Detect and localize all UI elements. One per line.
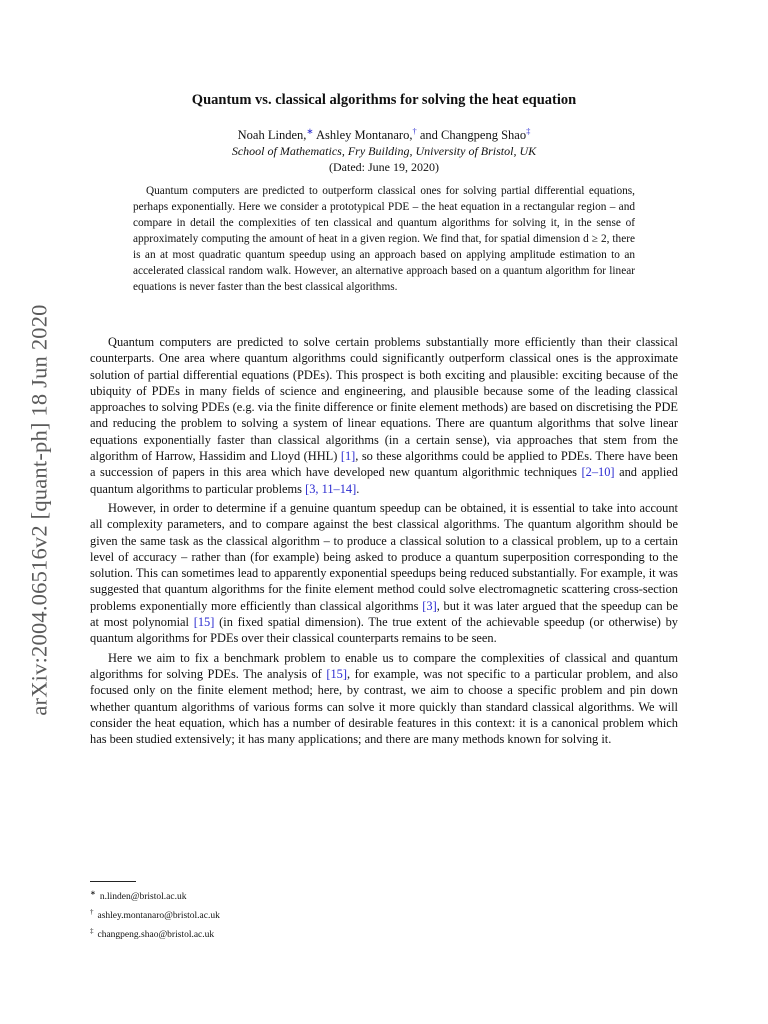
paragraph-text: (in fixed spatial dimension). The true extent of the achievable speedup (or otherwise) by quantum algorithms for PDEs over their classical counterparts remains to be seen. [90, 615, 679, 646]
footnote-email-link[interactable]: ashley.montanaro@bristol.ac.uk [97, 911, 220, 922]
paragraph-text: . [356, 481, 360, 496]
paper-title: Quantum vs. classical algorithms for solving the heat equation [191, 92, 577, 108]
citation-link[interactable]: [15] [326, 666, 347, 681]
body-paragraph [90, 500, 678, 647]
citation-link[interactable]: [1] [340, 449, 356, 464]
paragraph-text: Quantum computers are predicted to solve certain problems substantially more efficiently than their classical counterparts. One area where quantum algorithms could significantly outperform classical ones is the approximate solution of partial differential equations (PDEs). This prospect is both exciting and plausible: exciting because of the ubiquity of PDEs in many fields of science and engineering, and plausible because some of the leading classical approaches to solving PDEs (e.g. via the finite difference or finite element methods) are based on discretising the PDE and reducing the problem to solving a system of linear equations. There are quantum algorithms that solve linear equations exponentially faster than classical algorithms (in a certain sense), via approaches that stem from the algorithm of Harrow, Hassidim and Lloyd (HHL) [90, 335, 678, 464]
paragraph-text: , but it was later argued that the speedup can be at most polynomial [90, 598, 678, 630]
footnote-mark: † [90, 908, 94, 917]
footnote-item [90, 905, 220, 924]
footnote-divider [90, 881, 136, 882]
author-footnote-mark[interactable]: † [412, 126, 417, 136]
paragraph-text: However, in order to determine if a genuine quantum speedup can be obtained, it is essential to take into account all complexity parameters, and to compare against the best classical algorithms. The quantum algorithm should be given the same task as the classical algorithm – to produce a classical solution to a classical problem, up to a certain level of accuracy – rather than (for example) being asked to produce a quantum superposition corresponding to the solution. This can sometimes lead to apparently exponential speedups being reduced substantially. For example, it was suggested that quantum algorithms for the finite element method could solve electromagnetic scattering cross-section problems exponentially more efficiently than classical algorithms [90, 500, 678, 613]
arxiv-identifier-stamp [14, 270, 66, 750]
footnote-email-link[interactable]: changpeng.shao@bristol.ac.uk [97, 930, 215, 941]
paragraph-text: and applied quantum algorithms to particular problems [90, 465, 678, 496]
body-paragraph [90, 334, 678, 497]
author-name: Ashley Montanaro, [315, 128, 413, 143]
paragraph-text: , so these algorithms could be applied to PDEs. There have been a succession of papers in this area which have developed new quantum algorithmic techniques [90, 449, 678, 480]
arxiv-id-text: arXiv:2004.06516v2 [quant-ph] 18 Jun 2020 [27, 304, 52, 716]
date-line: (Dated: June 19, 2020) [329, 160, 439, 174]
footnote-email-link[interactable]: n.linden@bristol.ac.uk [99, 892, 187, 903]
citation-link[interactable]: [3] [422, 598, 437, 613]
body-paragraph [90, 650, 678, 748]
affiliation: School of Mathematics, Fry Building, University of Bristol, UK [231, 144, 537, 158]
main-text [90, 334, 678, 750]
footnote-item [90, 924, 220, 943]
citation-link[interactable]: [2–10] [581, 465, 615, 480]
paragraph-text: , for example, was not specific to a particular problem, and also focused only on the finite element method; here, by contrast, we aim to choose a specific problem and pin down whether quantum algorithms of various forms can solve it more quickly than standard classical algorithms. We will consider the heat equation, which has a number of desirable features in this context: it is a canonical problem which has been studied extensively; it has many applications; and there are many methods known for solving it. [90, 666, 678, 747]
footnote-item [90, 886, 220, 905]
footnote-mark: ∗ [90, 889, 96, 897]
author-footnote-mark[interactable]: ‡ [526, 126, 531, 136]
citation-link[interactable]: [15] [193, 615, 215, 630]
author-name: and Changpeng Shao [419, 128, 527, 143]
paragraph-text: Here we aim to fix a benchmark problem to enable us to compare the complexities of classical and quantum algorithms for solving PDEs. The analysis of [90, 650, 678, 681]
citation-link[interactable]: [3, 11–14] [305, 481, 357, 496]
abstract: Quantum computers are predicted to outperform classical ones for solving partial differential equations, perhaps exponentially. Here we consider a prototypical PDE – the heat equation in a rectangular region – and compare in detail the complexities of ten classical and quantum algorithms for solving it, in the sense of approximately computing the amount of heat in a given region. We find that, for spatial dimension d ≥ 2, there is an at most quadratic quantum speedup using an approach based on applying amplitude estimation to an accelerated classical random walk. However, an alternative approach based on a quantum algorithm for linear equations is never faster than the best classical algorithms. [133, 185, 635, 293]
author-line [0, 126, 768, 143]
author-name: Noah Linden, [237, 128, 307, 143]
author-footnote-mark[interactable]: ∗ [306, 126, 314, 136]
footnotes [90, 886, 220, 943]
footnote-mark: ‡ [90, 927, 94, 936]
